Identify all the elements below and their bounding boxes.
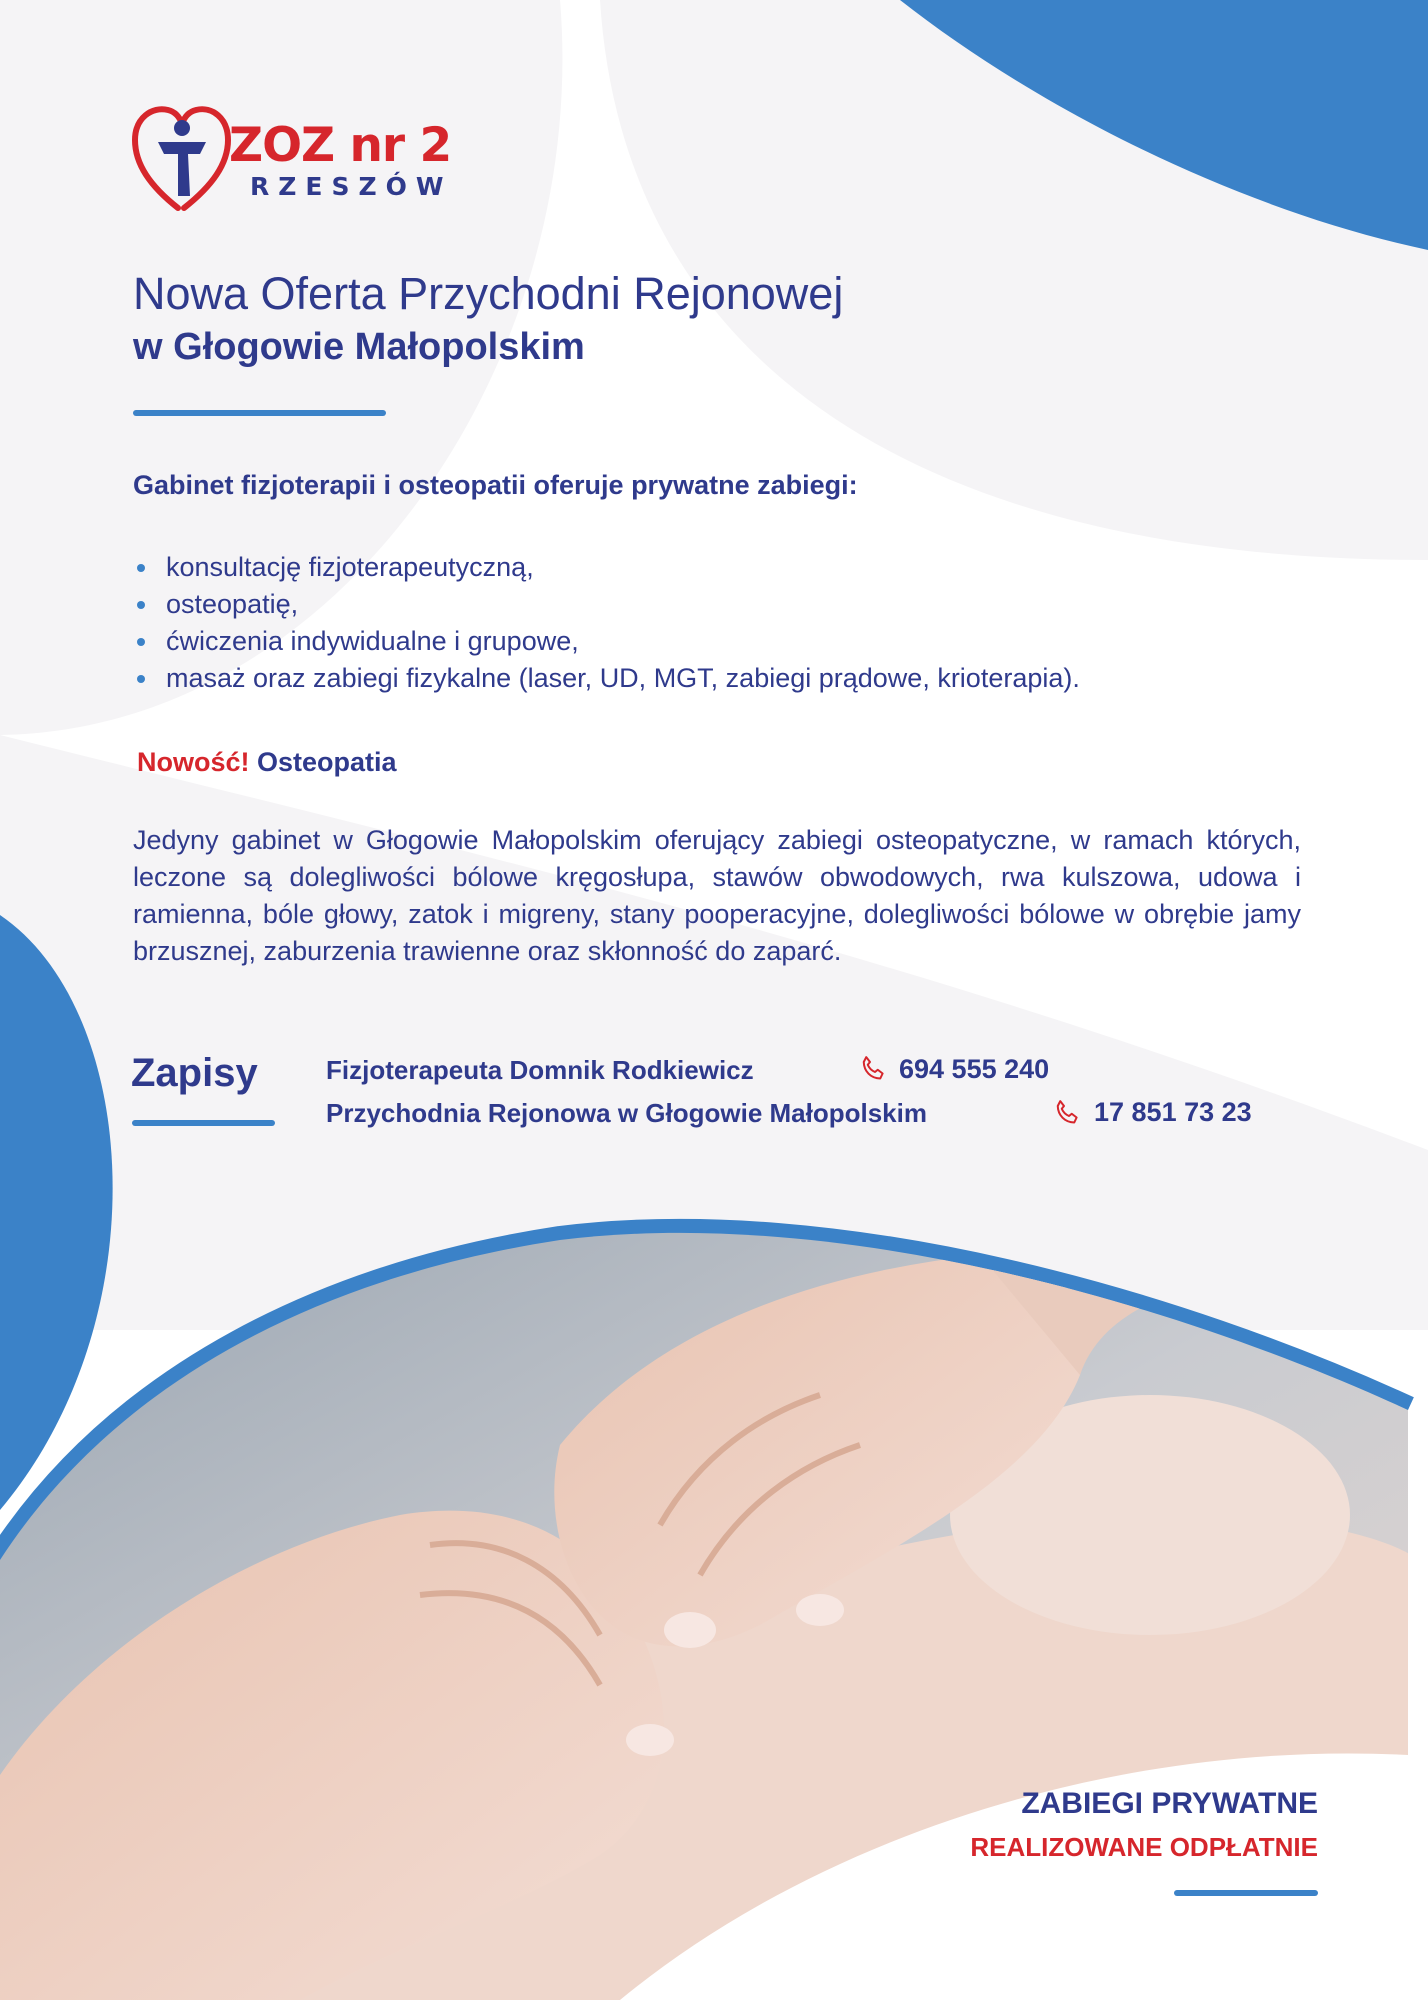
footer-underline [1174, 1890, 1318, 1896]
list-item [133, 623, 1080, 660]
offer-heading: Gabinet fizjoterapii i osteopatii oferuje prywatne zabiegi: [133, 470, 858, 500]
contact-phone[interactable]: 694 555 240 [899, 1054, 1050, 1084]
contact-phone[interactable]: 17 851 73 23 [1094, 1097, 1252, 1127]
list-item [133, 660, 1080, 697]
bullet-icon [137, 638, 145, 646]
service-text: osteopatię, [166, 589, 299, 619]
services-list [133, 549, 1080, 697]
heart-logo-icon [135, 109, 228, 208]
phone-icon [858, 1054, 888, 1084]
novelty-topic: Osteopatia [257, 747, 397, 777]
service-text: masaż oraz zabiegi fizykalne (laser, UD, MGT, zabiegi prądowe, krioterapia). [166, 663, 1080, 693]
massage-photo [0, 1215, 1428, 2000]
novelty-heading [137, 747, 397, 778]
logo-title: ZOZ nr 2 [229, 118, 452, 173]
contact-name: Przychodnia Rejonowa w Głogowie Małopolskim [326, 1098, 927, 1128]
footer-subheading: REALIZOWANE ODPŁATNIE [970, 1832, 1318, 1862]
bullet-icon [137, 675, 145, 683]
registration-label: Zapisy [131, 1051, 258, 1095]
logo-subtitle: RZESZÓW [250, 172, 453, 201]
novelty-description: Jedyny gabinet w Głogowie Małopolskim oferujący zabiegi osteopatyczne, w ramach których, leczone są dolegliwości bólowe kręgosłupa, stawów obwodowych, rwa kulszowa, udowa i ramienna, bóle głowy, zatok i migreny, stany pooperacyjne, dolegliwości bólowe w obrębie jamy brzusznej, zaburzenia trawienne oraz skłonność do zaparć. [133, 825, 1301, 966]
bullet-icon [137, 601, 145, 609]
page-subtitle: w Głogowie Małopolskim [133, 326, 585, 368]
page-title: Nowa Oferta Przychodni Rejonowej [133, 268, 844, 319]
novelty-label: Nowość! [137, 747, 250, 777]
contact-name: Fizjoterapeuta Domnik Rodkiewicz [326, 1055, 754, 1085]
phone-icon [1052, 1098, 1082, 1128]
title-underline [133, 410, 386, 416]
registration-underline [132, 1120, 275, 1126]
list-item [133, 586, 1080, 623]
service-text: ćwiczenia indywidualne i grupowe, [166, 626, 579, 656]
footer-heading: ZABIEGI PRYWATNE [1021, 1787, 1318, 1820]
bullet-icon [137, 564, 145, 572]
list-item [133, 549, 1080, 586]
service-text: konsultację fizjoterapeutyczną, [166, 552, 534, 582]
